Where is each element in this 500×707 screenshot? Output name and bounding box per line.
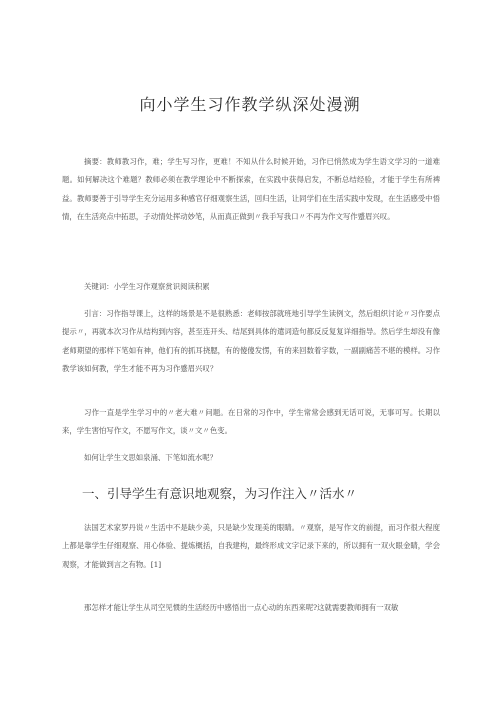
intro-paragraph: 引言：习作指导课上，这样的场景是不是很熟悉：老师按部就班地引导学生读例文，然后组织讨论〃习作要点提示〃，再就本次习作从结构到内容，甚至连开头、结尾到具体的遣词造句都反反复复详细指导。然后学生却没有像老师期望的那样下笔如有神，他们有的抓耳挠腮，有的傻傻发愣，有的来回数着字数，一副副痛苦不堪的模样。习作教学该如何教，学生才能不再为习作蹙眉兴叹？ (62, 309, 440, 374)
section-heading-1: 一、引导学生有意识地观察，为习作注入〃活水〃 (82, 486, 358, 501)
problem-paragraph: 习作一直是学生学习中的〃老大难〃问题。在日常的习作中，学生常常会感到无话可说，无事可写。长期以来，学生害怕写作文，不愿写作文，谈〃文〃色变。 (62, 408, 440, 436)
document-title: 向小学生习作教学纵深处漫溯 (139, 95, 361, 114)
abstract-paragraph: 摘要：教师教习作，难；学生写习作，更难！不知从什么时候开始，习作已悄然成为学生语文学习的一道难题。如何解决这个难题？教师必须在教学理论中不断探索，在实践中获得启发，不断总结经验，才能于学生有所裨益。教师要善于引导学生充分运用多种感官仔细观察生活，回归生活，让同学们在生活实践中发现，在生活感受中悟情，在生活亮点中拓思，子动情处挥动妙笔，从而真正做到〃我手写我口〃不再为作文写作蹙眉兴叹。 (62, 157, 440, 222)
keywords-paragraph: 关键词：小学生习作观察赏识阅读积累 (84, 282, 210, 291)
last-paragraph: 那怎样才能让学生从司空见惯的生活经历中感悟出一点心动的东西来呢?这就需要教师拥有一双敏 (84, 603, 399, 612)
question-paragraph: 如何让学生文思如泉涌、下笔如流水呢？ (84, 453, 218, 462)
observe-paragraph: 法国艺术家罗丹说〃生活中不是缺少美，只是缺少发现美的眼睛。〃观察，是写作文的前提，而习作很大程度上都是靠学生仔细观察、用心体验、提炼概括，自我建构，最终形成文字记录下来的，所以拥有一双火眼金睛，学会观察，才能做到言之有物。[1] (62, 523, 440, 569)
